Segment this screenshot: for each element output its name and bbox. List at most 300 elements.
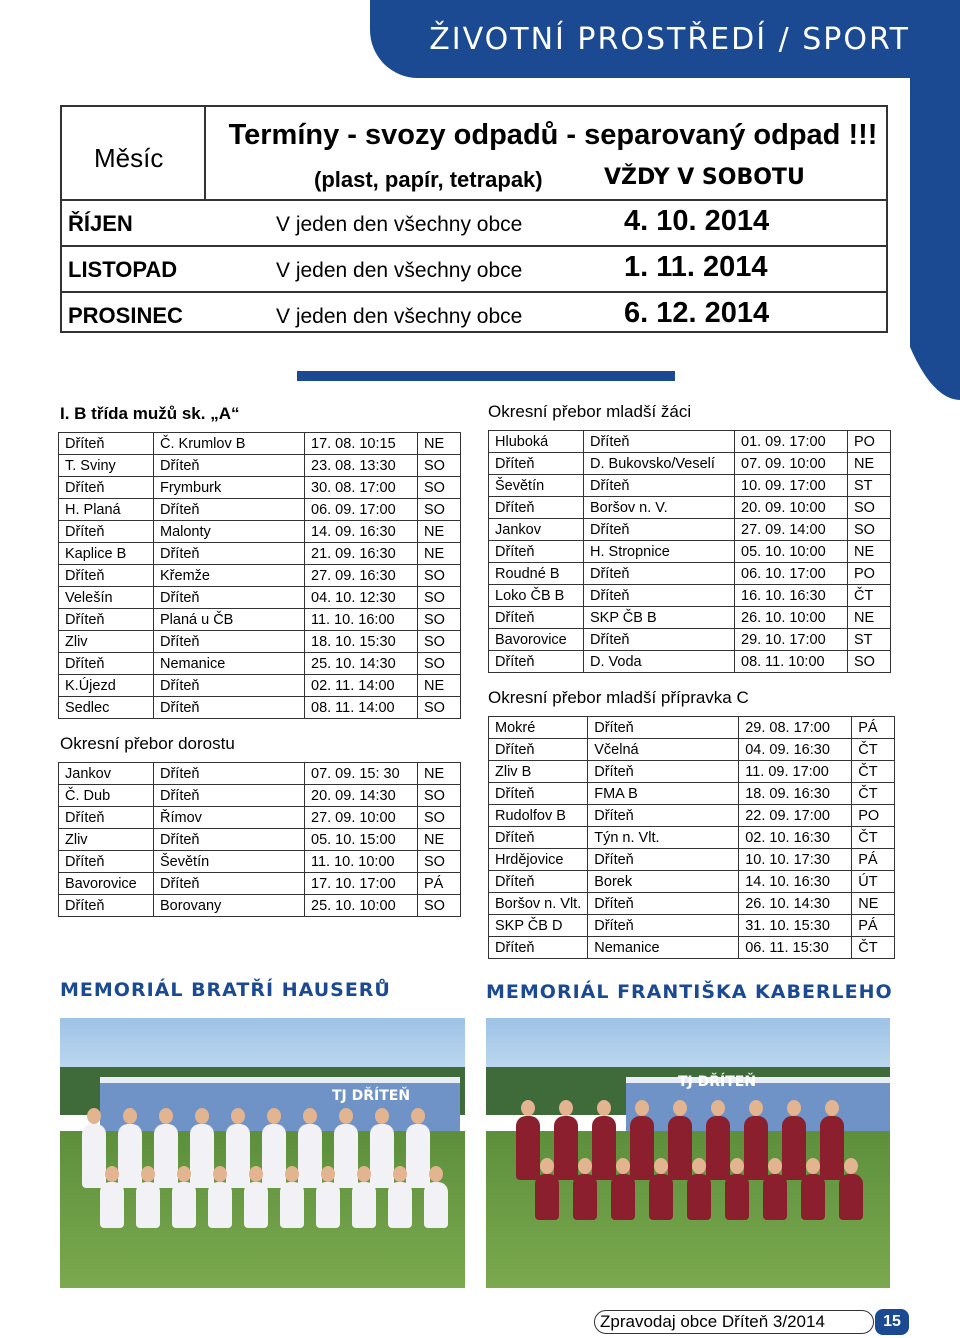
table-row — [62, 199, 886, 245]
player-figure — [535, 1174, 559, 1220]
away-team-cell: Římov — [154, 807, 305, 829]
footer-text: Zpravodaj obce Dříteň 3/2014 — [600, 1312, 825, 1331]
player-head — [339, 1108, 353, 1124]
datetime-cell: 27. 09. 10:00 — [305, 807, 418, 829]
player-figure — [630, 1116, 654, 1180]
weekday-cell: ČT — [852, 783, 895, 805]
dorost-fixtures-table — [58, 762, 461, 917]
away-team-cell: D. Voda — [584, 651, 735, 673]
weekday-cell: PÁ — [852, 717, 895, 739]
player-head — [375, 1108, 389, 1124]
datetime-cell: 06. 11. 15:30 — [739, 937, 852, 959]
home-team-cell: Č. Dub — [59, 785, 154, 807]
player-head — [321, 1166, 335, 1182]
away-team-cell: Dříteň — [588, 761, 739, 783]
weekday-cell: NE — [418, 675, 461, 697]
player-figure — [839, 1174, 863, 1220]
table-divider — [204, 107, 206, 199]
player-head — [357, 1166, 371, 1182]
collection-desc: V jeden den všechny obce — [276, 259, 523, 282]
weekday-cell: NE — [848, 453, 891, 475]
memorial-title-left: MEMORIÁL BRATŘÍ HAUSERŮ — [60, 979, 391, 1001]
player-figure — [154, 1124, 178, 1188]
player-head — [411, 1108, 425, 1124]
datetime-cell: 08. 11. 14:00 — [305, 697, 418, 719]
away-team-cell: Nemanice — [154, 653, 305, 675]
away-team-cell: Dříteň — [588, 849, 739, 871]
away-team-cell: FMA B — [588, 783, 739, 805]
away-team-cell: Dříteň — [588, 915, 739, 937]
player-head — [285, 1166, 299, 1182]
datetime-cell: 11. 10. 10:00 — [305, 851, 418, 873]
section-title-men: I. B třída mužů sk. „A“ — [60, 404, 240, 423]
weekday-cell: NE — [418, 543, 461, 565]
player-head — [749, 1100, 763, 1116]
datetime-cell: 27. 09. 16:30 — [305, 565, 418, 587]
home-team-cell: Dříteň — [59, 807, 154, 829]
player-figure — [725, 1174, 749, 1220]
player-figure — [424, 1182, 448, 1228]
home-team-cell: H. Planá — [59, 499, 154, 521]
player-figure — [136, 1182, 160, 1228]
weekday-cell: PÁ — [418, 873, 461, 895]
month-label: PROSINEC — [68, 303, 183, 328]
collection-date: 4. 10. 2014 — [624, 205, 770, 237]
away-team-cell: Dříteň — [588, 805, 739, 827]
page-number: 15 — [875, 1309, 909, 1335]
away-team-cell: Dříteň — [154, 873, 305, 895]
player-figure — [316, 1182, 340, 1228]
month-label: LISTOPAD — [68, 257, 178, 282]
table-row — [489, 453, 891, 475]
weekday-cell: NE — [418, 521, 461, 543]
table-row — [62, 291, 886, 333]
datetime-cell: 22. 09. 17:00 — [739, 805, 852, 827]
player-figure — [118, 1124, 142, 1188]
datetime-cell: 01. 09. 17:00 — [735, 431, 848, 453]
table-row — [489, 607, 891, 629]
home-team-cell: Hluboká — [489, 431, 584, 453]
table-row — [59, 587, 461, 609]
away-team-cell: Boršov n. V. — [584, 497, 735, 519]
datetime-cell: 27. 09. 14:00 — [735, 519, 848, 541]
zaci-fixtures-table — [488, 430, 891, 673]
table-row — [489, 563, 891, 585]
section-title-dorost: Okresní přebor dorostu — [60, 734, 235, 753]
player-figure — [100, 1182, 124, 1228]
divider-bar — [297, 371, 675, 381]
away-team-cell: Včelná — [588, 739, 739, 761]
away-team-cell: Dříteň — [584, 563, 735, 585]
player-figure — [744, 1116, 768, 1180]
weekday-cell: ÚT — [852, 871, 895, 893]
player-figure — [763, 1174, 787, 1220]
home-team-cell: Dříteň — [489, 739, 588, 761]
home-team-cell: Dříteň — [489, 453, 584, 475]
player-figure — [782, 1116, 806, 1180]
weekday-cell: NE — [418, 829, 461, 851]
datetime-cell: 18. 09. 16:30 — [739, 783, 852, 805]
table-row — [59, 609, 461, 631]
datetime-cell: 17. 08. 10:15 — [305, 433, 418, 455]
weekday-cell: SO — [418, 455, 461, 477]
player-figure — [226, 1124, 250, 1188]
weekday-cell: NE — [848, 541, 891, 563]
weekday-cell: ČT — [852, 827, 895, 849]
player-head — [123, 1108, 137, 1124]
team-photo-left — [60, 1018, 465, 1288]
player-head — [559, 1100, 573, 1116]
player-head — [521, 1100, 535, 1116]
datetime-cell: 25. 10. 14:30 — [305, 653, 418, 675]
collection-desc: V jeden den všechny obce — [276, 213, 523, 236]
player-figure — [262, 1124, 286, 1188]
datetime-cell: 30. 08. 17:00 — [305, 477, 418, 499]
table-row — [59, 565, 461, 587]
weekday-cell: SO — [848, 519, 891, 541]
table-row — [59, 807, 461, 829]
datetime-cell: 11. 10. 16:00 — [305, 609, 418, 631]
away-team-cell: Frymburk — [154, 477, 305, 499]
home-team-cell: K.Újezd — [59, 675, 154, 697]
weekday-cell: PO — [852, 805, 895, 827]
player-head — [844, 1158, 858, 1174]
home-team-cell: Zliv B — [489, 761, 588, 783]
weekday-cell: SO — [418, 587, 461, 609]
player-head — [393, 1166, 407, 1182]
player-figure — [172, 1182, 196, 1228]
table-row — [59, 631, 461, 653]
player-figure — [208, 1182, 232, 1228]
photo-sign: TJ DŘÍTEŇ — [678, 1074, 757, 1090]
player-head — [213, 1166, 227, 1182]
player-head — [635, 1100, 649, 1116]
datetime-cell: 14. 10. 16:30 — [739, 871, 852, 893]
weekday-cell: ČT — [848, 585, 891, 607]
home-team-cell: Dříteň — [489, 937, 588, 959]
away-team-cell: Dříteň — [154, 587, 305, 609]
away-team-cell: Dříteň — [584, 519, 735, 541]
table-row — [489, 651, 891, 673]
table-row — [489, 783, 895, 805]
collection-date: 6. 12. 2014 — [624, 297, 770, 329]
table-row — [489, 475, 891, 497]
home-team-cell: Boršov n. Vlt. — [489, 893, 588, 915]
weekday-cell: SO — [418, 807, 461, 829]
datetime-cell: 07. 09. 15: 30 — [305, 763, 418, 785]
home-team-cell: Dříteň — [489, 871, 588, 893]
home-team-cell: Dříteň — [489, 497, 584, 519]
player-figure — [592, 1116, 616, 1180]
table-row — [489, 629, 891, 651]
table-row — [59, 675, 461, 697]
header-banner — [370, 0, 960, 78]
away-team-cell: Nemanice — [588, 937, 739, 959]
player-figure — [82, 1124, 106, 1188]
player-head — [540, 1158, 554, 1174]
weekday-cell: ČT — [852, 761, 895, 783]
home-team-cell: Dříteň — [59, 477, 154, 499]
table-row — [489, 761, 895, 783]
home-team-cell: Dříteň — [489, 783, 588, 805]
datetime-cell: 06. 09. 17:00 — [305, 499, 418, 521]
away-team-cell: SKP ČB B — [584, 607, 735, 629]
home-team-cell: Velešín — [59, 587, 154, 609]
home-team-cell: Dříteň — [489, 827, 588, 849]
home-team-cell: Bavorovice — [489, 629, 584, 651]
player-head — [768, 1158, 782, 1174]
away-team-cell: Č. Krumlov B — [154, 433, 305, 455]
player-head — [597, 1100, 611, 1116]
home-team-cell: T. Sviny — [59, 455, 154, 477]
table-row — [489, 871, 895, 893]
datetime-cell: 20. 09. 14:30 — [305, 785, 418, 807]
month-column-header: Měsíc — [94, 143, 164, 173]
weekday-cell: SO — [418, 851, 461, 873]
table-row — [489, 849, 895, 871]
weekday-cell: SO — [418, 895, 461, 917]
player-head — [87, 1108, 101, 1124]
weekday-cell: SO — [418, 499, 461, 521]
table-row — [59, 785, 461, 807]
player-figure — [280, 1182, 304, 1228]
player-head — [267, 1108, 281, 1124]
weekday-cell: SO — [418, 631, 461, 653]
photo-sign: TJ DŘÍTEŇ — [332, 1088, 411, 1104]
player-head — [616, 1158, 630, 1174]
player-figure — [370, 1124, 394, 1188]
weekday-cell: PÁ — [852, 849, 895, 871]
player-head — [159, 1108, 173, 1124]
weekday-cell: PO — [848, 431, 891, 453]
weekday-cell: PÁ — [852, 915, 895, 937]
weekday-cell: SO — [848, 651, 891, 673]
pripravka-fixtures-table — [488, 716, 895, 959]
table-row — [489, 805, 895, 827]
table-row — [489, 497, 891, 519]
home-team-cell: Jankov — [489, 519, 584, 541]
player-figure — [573, 1174, 597, 1220]
away-team-cell: Dříteň — [588, 717, 739, 739]
home-team-cell: Rudolfov B — [489, 805, 588, 827]
home-team-cell: Ševětín — [489, 475, 584, 497]
table-row — [489, 431, 891, 453]
table-row — [489, 585, 891, 607]
away-team-cell: Dříteň — [584, 629, 735, 651]
section-title-zaci: Okresní přebor mladší žáci — [488, 402, 692, 421]
away-team-cell: Ševětín — [154, 851, 305, 873]
player-head — [195, 1108, 209, 1124]
page-title: ŽIVOTNÍ PROSTŘEDÍ / SPORT — [429, 22, 910, 57]
player-head — [303, 1108, 317, 1124]
table-row — [59, 477, 461, 499]
weekday-cell: ST — [848, 475, 891, 497]
table-row — [489, 739, 895, 761]
away-team-cell: Dříteň — [154, 675, 305, 697]
player-figure — [244, 1182, 268, 1228]
away-team-cell: Borek — [588, 871, 739, 893]
men-fixtures-table — [58, 432, 461, 719]
away-team-cell: Dříteň — [154, 785, 305, 807]
table-row — [59, 873, 461, 895]
weekday-cell: NE — [848, 607, 891, 629]
away-team-cell: Dříteň — [584, 475, 735, 497]
home-team-cell: SKP ČB D — [489, 915, 588, 937]
weekday-cell: SO — [848, 497, 891, 519]
datetime-cell: 16. 10. 16:30 — [735, 585, 848, 607]
away-team-cell: Týn n. Vlt. — [588, 827, 739, 849]
player-head — [673, 1100, 687, 1116]
table-row — [59, 543, 461, 565]
weekday-cell: ČT — [852, 739, 895, 761]
collection-date: 1. 11. 2014 — [624, 251, 768, 283]
home-team-cell: Kaplice B — [59, 543, 154, 565]
datetime-cell: 11. 09. 17:00 — [739, 761, 852, 783]
player-figure — [706, 1116, 730, 1180]
waste-subtitle-saturday: VŽDY V SOBOTU — [604, 165, 805, 190]
datetime-cell: 17. 10. 17:00 — [305, 873, 418, 895]
player-figure — [649, 1174, 673, 1220]
datetime-cell: 21. 09. 16:30 — [305, 543, 418, 565]
datetime-cell: 05. 10. 10:00 — [735, 541, 848, 563]
waste-subtitle: (plast, papír, tetrapak) — [314, 167, 543, 192]
table-row — [489, 937, 895, 959]
away-team-cell: Dříteň — [154, 631, 305, 653]
away-team-cell: Dříteň — [154, 499, 305, 521]
table-row — [489, 915, 895, 937]
home-team-cell: Jankov — [59, 763, 154, 785]
player-figure — [190, 1124, 214, 1188]
away-team-cell: D. Bukovsko/Veselí — [584, 453, 735, 475]
player-figure — [668, 1116, 692, 1180]
player-figure — [611, 1174, 635, 1220]
table-row — [59, 433, 461, 455]
away-team-cell: Dříteň — [154, 455, 305, 477]
weekday-cell: NE — [852, 893, 895, 915]
player-figure — [820, 1116, 844, 1180]
weekday-cell: SO — [418, 653, 461, 675]
home-team-cell: Dříteň — [59, 609, 154, 631]
memorial-title-right: MEMORIÁL FRANTIŠKA KABERLEHO — [486, 981, 893, 1003]
table-row — [489, 893, 895, 915]
home-team-cell: Roudné B — [489, 563, 584, 585]
datetime-cell: 26. 10. 14:30 — [739, 893, 852, 915]
away-team-cell: Dříteň — [588, 893, 739, 915]
datetime-cell: 26. 10. 10:00 — [735, 607, 848, 629]
away-team-cell: Dříteň — [154, 543, 305, 565]
datetime-cell: 08. 11. 10:00 — [735, 651, 848, 673]
table-row — [59, 521, 461, 543]
home-team-cell: Bavorovice — [59, 873, 154, 895]
home-team-cell: Sedlec — [59, 697, 154, 719]
collection-desc: V jeden den všechny obce — [276, 305, 523, 328]
section-title-pripravka: Okresní přebor mladší přípravka C — [488, 688, 749, 707]
table-row — [489, 717, 895, 739]
home-team-cell: Zliv — [59, 829, 154, 851]
datetime-cell: 04. 10. 12:30 — [305, 587, 418, 609]
player-head — [825, 1100, 839, 1116]
month-label: ŘÍJEN — [68, 211, 133, 236]
weekday-cell: SO — [418, 785, 461, 807]
player-figure — [554, 1116, 578, 1180]
home-team-cell: Dříteň — [59, 895, 154, 917]
datetime-cell: 31. 10. 15:30 — [739, 915, 852, 937]
table-row — [59, 455, 461, 477]
table-row — [62, 245, 886, 291]
datetime-cell: 02. 11. 14:00 — [305, 675, 418, 697]
player-figure — [298, 1124, 322, 1188]
table-row — [59, 653, 461, 675]
player-head — [141, 1166, 155, 1182]
waste-schedule-table — [60, 105, 888, 333]
datetime-cell: 29. 08. 17:00 — [739, 717, 852, 739]
home-team-cell: Mokré — [489, 717, 588, 739]
waste-title: Termíny - svozy odpadů - separovaný odpad !!! — [228, 119, 878, 151]
weekday-cell: NE — [418, 763, 461, 785]
player-head — [730, 1158, 744, 1174]
player-figure — [687, 1174, 711, 1220]
away-team-cell: Křemže — [154, 565, 305, 587]
player-figure — [352, 1182, 376, 1228]
home-team-cell: Dříteň — [59, 565, 154, 587]
weekday-cell: SO — [418, 609, 461, 631]
player-head — [231, 1108, 245, 1124]
home-team-cell: Dříteň — [59, 653, 154, 675]
away-team-cell: H. Stropnice — [584, 541, 735, 563]
table-row — [59, 851, 461, 873]
home-team-cell: Dříteň — [489, 541, 584, 563]
player-figure — [801, 1174, 825, 1220]
player-head — [711, 1100, 725, 1116]
table-row — [489, 519, 891, 541]
datetime-cell: 10. 10. 17:30 — [739, 849, 852, 871]
away-team-cell: Dříteň — [154, 829, 305, 851]
home-team-cell: Dříteň — [489, 607, 584, 629]
weekday-cell: SO — [418, 477, 461, 499]
player-head — [429, 1166, 443, 1182]
player-figure — [388, 1182, 412, 1228]
away-team-cell: Malonty — [154, 521, 305, 543]
weekday-cell: NE — [418, 433, 461, 455]
table-row — [59, 829, 461, 851]
away-team-cell: Dříteň — [584, 585, 735, 607]
team-photo-right — [486, 1018, 890, 1288]
datetime-cell: 20. 09. 10:00 — [735, 497, 848, 519]
weekday-cell: ST — [848, 629, 891, 651]
table-row — [59, 763, 461, 785]
player-figure — [406, 1124, 430, 1188]
table-row — [489, 827, 895, 849]
table-row — [59, 895, 461, 917]
home-team-cell: Dříteň — [489, 651, 584, 673]
away-team-cell: Borovany — [154, 895, 305, 917]
datetime-cell: 25. 10. 10:00 — [305, 895, 418, 917]
table-row — [59, 499, 461, 521]
away-team-cell: Dříteň — [584, 431, 735, 453]
player-head — [787, 1100, 801, 1116]
away-team-cell: Dříteň — [154, 763, 305, 785]
player-head — [692, 1158, 706, 1174]
datetime-cell: 29. 10. 17:00 — [735, 629, 848, 651]
away-team-cell: Dříteň — [154, 697, 305, 719]
player-head — [177, 1166, 191, 1182]
weekday-cell: SO — [418, 565, 461, 587]
player-figure — [334, 1124, 358, 1188]
datetime-cell: 02. 10. 16:30 — [739, 827, 852, 849]
weekday-cell: PO — [848, 563, 891, 585]
datetime-cell: 07. 09. 10:00 — [735, 453, 848, 475]
datetime-cell: 06. 10. 17:00 — [735, 563, 848, 585]
